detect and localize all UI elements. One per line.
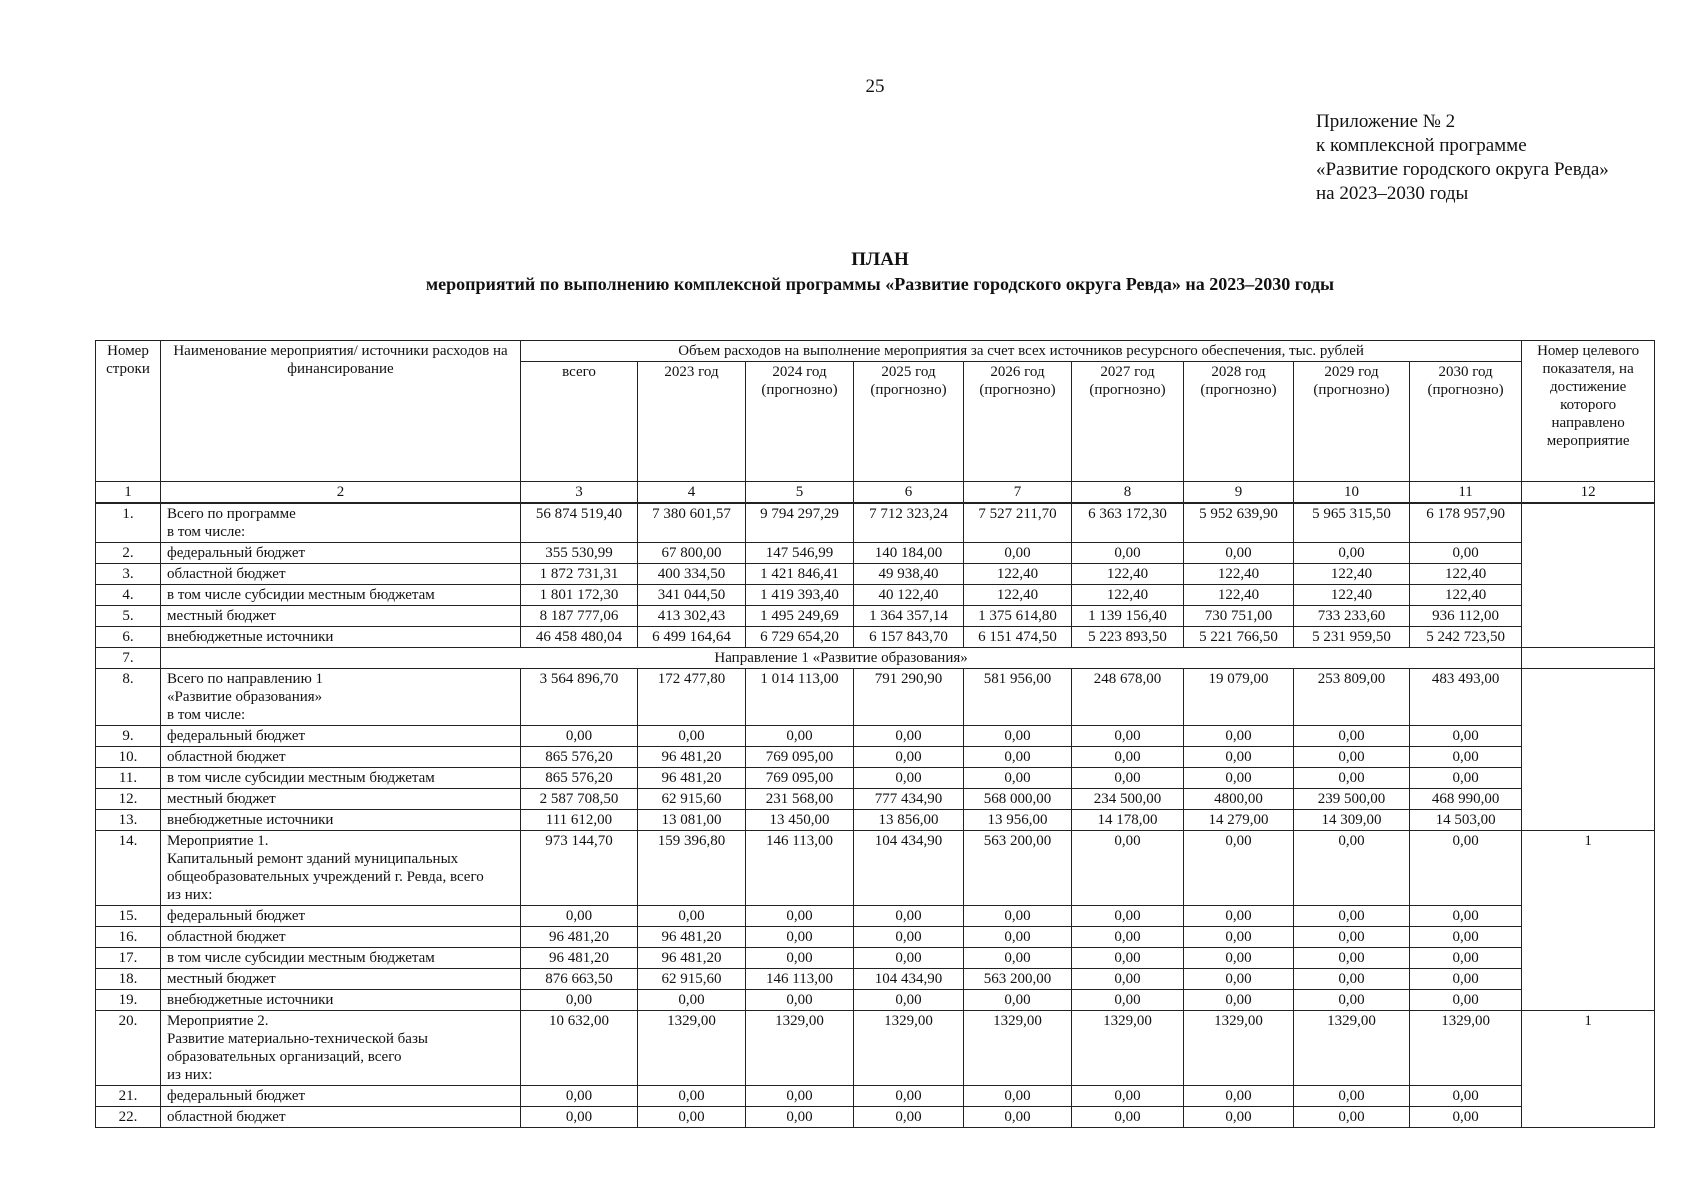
- value-cell: 1 375 614,80: [964, 606, 1072, 627]
- header-year: 2029 год (прогнозно): [1294, 362, 1410, 482]
- column-number: 12: [1522, 482, 1655, 504]
- value-cell: 0,00: [854, 948, 964, 969]
- value-cell: 0,00: [854, 1107, 964, 1128]
- header-year: 2023 год: [638, 362, 746, 482]
- value-cell: 122,40: [1294, 585, 1410, 606]
- value-cell: 0,00: [964, 1107, 1072, 1128]
- value-cell: 0,00: [1294, 990, 1410, 1011]
- value-cell: 0,00: [1072, 990, 1184, 1011]
- row-name-cell: внебюджетные источники: [161, 627, 521, 648]
- value-cell: 865 576,20: [521, 768, 638, 789]
- value-cell: 13 081,00: [638, 810, 746, 831]
- value-cell: 0,00: [964, 906, 1072, 927]
- value-cell: 8 187 777,06: [521, 606, 638, 627]
- value-cell: 0,00: [1294, 969, 1410, 990]
- value-cell: 0,00: [1410, 726, 1522, 747]
- value-cell: 147 546,99: [746, 543, 854, 564]
- value-cell: 0,00: [521, 726, 638, 747]
- value-cell: 140 184,00: [854, 543, 964, 564]
- value-cell: 0,00: [854, 990, 964, 1011]
- column-number: 5: [746, 482, 854, 504]
- value-cell: 0,00: [1072, 906, 1184, 927]
- value-cell: 0,00: [1072, 969, 1184, 990]
- value-cell: 2 587 708,50: [521, 789, 638, 810]
- value-cell: 0,00: [521, 906, 638, 927]
- value-cell: 0,00: [1184, 969, 1294, 990]
- document-title-block: [250, 248, 1510, 296]
- value-cell: 0,00: [1072, 768, 1184, 789]
- value-cell: 0,00: [1072, 1086, 1184, 1107]
- header-year: 2027 год (прогнозно): [1072, 362, 1184, 482]
- row-name-cell: областной бюджет: [161, 564, 521, 585]
- value-cell: 0,00: [1294, 906, 1410, 927]
- value-cell: 413 302,43: [638, 606, 746, 627]
- value-cell: 0,00: [746, 1086, 854, 1107]
- row-number-cell: 16.: [96, 927, 161, 948]
- value-cell: 769 095,00: [746, 768, 854, 789]
- value-cell: 0,00: [964, 543, 1072, 564]
- row-name-cell: Мероприятие 1. Капитальный ремонт зданий муниципальных общеобразовательных учреждений г. Ревда, всего из них:: [161, 831, 521, 906]
- value-cell: 936 112,00: [1410, 606, 1522, 627]
- value-cell: 730 751,00: [1184, 606, 1294, 627]
- value-cell: 0,00: [854, 768, 964, 789]
- row-name-cell: местный бюджет: [161, 969, 521, 990]
- value-cell: 46 458 480,04: [521, 627, 638, 648]
- value-cell: 96 481,20: [638, 927, 746, 948]
- value-cell: 0,00: [1294, 747, 1410, 768]
- row-name-cell: Всего по программе в том числе:: [161, 503, 521, 543]
- value-cell: 67 800,00: [638, 543, 746, 564]
- header-year: 2024 год (прогнозно): [746, 362, 854, 482]
- value-cell: 563 200,00: [964, 969, 1072, 990]
- row-number-cell: 20.: [96, 1011, 161, 1086]
- value-cell: 0,00: [1410, 990, 1522, 1011]
- value-cell: 0,00: [1410, 543, 1522, 564]
- value-cell: 0,00: [1184, 543, 1294, 564]
- value-cell: 865 576,20: [521, 747, 638, 768]
- value-cell: 0,00: [1294, 543, 1410, 564]
- value-cell: 0,00: [746, 948, 854, 969]
- value-cell: 733 233,60: [1294, 606, 1410, 627]
- value-cell: 5 952 639,90: [1184, 503, 1294, 543]
- value-cell: 0,00: [1294, 726, 1410, 747]
- row-name-cell: местный бюджет: [161, 606, 521, 627]
- value-cell: 0,00: [638, 726, 746, 747]
- value-cell: 0,00: [638, 1107, 746, 1128]
- value-cell: 1 872 731,31: [521, 564, 638, 585]
- value-cell: 0,00: [1294, 831, 1410, 906]
- value-cell: 13 450,00: [746, 810, 854, 831]
- row-number-cell: 4.: [96, 585, 161, 606]
- header-year: 2025 год (прогнозно): [854, 362, 964, 482]
- value-cell: 0,00: [1410, 831, 1522, 906]
- table-row: [96, 1086, 1655, 1107]
- value-cell: 122,40: [964, 564, 1072, 585]
- target-cell: 1: [1522, 1011, 1655, 1128]
- value-cell: 122,40: [1410, 585, 1522, 606]
- value-cell: 146 113,00: [746, 831, 854, 906]
- value-cell: 3 564 896,70: [521, 669, 638, 726]
- table-row: [96, 927, 1655, 948]
- table-row: [96, 789, 1655, 810]
- table-row: [96, 906, 1655, 927]
- value-cell: 0,00: [1410, 969, 1522, 990]
- value-cell: 62 915,60: [638, 789, 746, 810]
- value-cell: 122,40: [1294, 564, 1410, 585]
- value-cell: 0,00: [1410, 927, 1522, 948]
- table-row: [96, 648, 1655, 669]
- column-number: 6: [854, 482, 964, 504]
- value-cell: 0,00: [964, 747, 1072, 768]
- row-name-cell: федеральный бюджет: [161, 906, 521, 927]
- value-cell: 234 500,00: [1072, 789, 1184, 810]
- row-number-cell: 2.: [96, 543, 161, 564]
- table-row: [96, 969, 1655, 990]
- value-cell: 0,00: [521, 990, 638, 1011]
- value-cell: 122,40: [1184, 564, 1294, 585]
- value-cell: 355 530,99: [521, 543, 638, 564]
- appendix-line: на 2023–2030 годы: [1316, 183, 1469, 204]
- header-year: 2028 год (прогнозно): [1184, 362, 1294, 482]
- appendix-line: Приложение № 2: [1316, 111, 1456, 132]
- header-year: 2026 год (прогнозно): [964, 362, 1072, 482]
- column-number: 3: [521, 482, 638, 504]
- table-row: [96, 627, 1655, 648]
- value-cell: 1 801 172,30: [521, 585, 638, 606]
- row-name-cell: внебюджетные источники: [161, 810, 521, 831]
- value-cell: 0,00: [746, 726, 854, 747]
- row-name-cell: областной бюджет: [161, 1107, 521, 1128]
- plan-table: [95, 340, 1655, 1128]
- value-cell: 13 956,00: [964, 810, 1072, 831]
- value-cell: 0,00: [1184, 747, 1294, 768]
- value-cell: 0,00: [854, 906, 964, 927]
- value-cell: 9 794 297,29: [746, 503, 854, 543]
- row-number-cell: 17.: [96, 948, 161, 969]
- value-cell: 0,00: [1410, 948, 1522, 969]
- value-cell: 0,00: [964, 768, 1072, 789]
- row-name-cell: областной бюджет: [161, 747, 521, 768]
- value-cell: 0,00: [1294, 768, 1410, 789]
- value-cell: 5 242 723,50: [1410, 627, 1522, 648]
- column-number: 1: [96, 482, 161, 504]
- value-cell: 0,00: [1072, 948, 1184, 969]
- value-cell: 0,00: [746, 990, 854, 1011]
- value-cell: 111 612,00: [521, 810, 638, 831]
- value-cell: 19 079,00: [1184, 669, 1294, 726]
- value-cell: 0,00: [638, 906, 746, 927]
- row-number-cell: 13.: [96, 810, 161, 831]
- value-cell: 0,00: [964, 1086, 1072, 1107]
- value-cell: 159 396,80: [638, 831, 746, 906]
- table-row: [96, 726, 1655, 747]
- row-number-cell: 7.: [96, 648, 161, 669]
- row-name-cell: внебюджетные источники: [161, 990, 521, 1011]
- row-name-cell: областной бюджет: [161, 927, 521, 948]
- value-cell: 581 956,00: [964, 669, 1072, 726]
- value-cell: 0,00: [1072, 927, 1184, 948]
- value-cell: 0,00: [1410, 768, 1522, 789]
- appendix-line: «Развитие городского округа Ревда»: [1316, 159, 1609, 180]
- value-cell: 0,00: [1072, 1107, 1184, 1128]
- value-cell: 40 122,40: [854, 585, 964, 606]
- row-number-cell: 5.: [96, 606, 161, 627]
- table-row: [96, 606, 1655, 627]
- table-header-row: [96, 341, 1655, 362]
- row-name-cell: в том числе субсидии местным бюджетам: [161, 585, 521, 606]
- value-cell: 341 044,50: [638, 585, 746, 606]
- value-cell: 6 157 843,70: [854, 627, 964, 648]
- value-cell: 1329,00: [638, 1011, 746, 1086]
- value-cell: 1 421 846,41: [746, 564, 854, 585]
- row-name-cell: в том числе субсидии местным бюджетам: [161, 948, 521, 969]
- value-cell: 96 481,20: [638, 747, 746, 768]
- row-number-cell: 3.: [96, 564, 161, 585]
- table-row: [96, 669, 1655, 726]
- target-cell: [1522, 503, 1655, 648]
- value-cell: 7 380 601,57: [638, 503, 746, 543]
- value-cell: 96 481,20: [638, 948, 746, 969]
- value-cell: 14 178,00: [1072, 810, 1184, 831]
- value-cell: 5 965 315,50: [1294, 503, 1410, 543]
- appendix-line: к комплексной программе: [1316, 135, 1527, 156]
- value-cell: 0,00: [1294, 1107, 1410, 1128]
- value-cell: 0,00: [1184, 831, 1294, 906]
- appendix-block: [1316, 110, 1609, 206]
- value-cell: 13 856,00: [854, 810, 964, 831]
- value-cell: 6 499 164,64: [638, 627, 746, 648]
- value-cell: 6 178 957,90: [1410, 503, 1522, 543]
- value-cell: 122,40: [1072, 585, 1184, 606]
- table-row: [96, 810, 1655, 831]
- value-cell: 5 231 959,50: [1294, 627, 1410, 648]
- row-number-cell: 12.: [96, 789, 161, 810]
- table-row: [96, 831, 1655, 906]
- header-year: 2030 год (прогнозно): [1410, 362, 1522, 482]
- value-cell: 146 113,00: [746, 969, 854, 990]
- value-cell: 239 500,00: [1294, 789, 1410, 810]
- row-number-cell: 11.: [96, 768, 161, 789]
- row-number-cell: 1.: [96, 503, 161, 543]
- value-cell: 0,00: [1410, 906, 1522, 927]
- value-cell: 0,00: [854, 726, 964, 747]
- table-row: [96, 1011, 1655, 1086]
- row-number-cell: 15.: [96, 906, 161, 927]
- column-number: 2: [161, 482, 521, 504]
- table-row: [96, 543, 1655, 564]
- document-subtitle: мероприятий по выполнению комплексной программы «Развитие городского округа Ревда» на 2023–2030 годы: [425, 274, 1335, 294]
- value-cell: 0,00: [1184, 906, 1294, 927]
- value-cell: 1 364 357,14: [854, 606, 964, 627]
- row-number-cell: 21.: [96, 1086, 161, 1107]
- column-number: 10: [1294, 482, 1410, 504]
- value-cell: 1329,00: [1072, 1011, 1184, 1086]
- value-cell: 10 632,00: [521, 1011, 638, 1086]
- value-cell: 0,00: [1184, 1086, 1294, 1107]
- column-number: 11: [1410, 482, 1522, 504]
- header-year: всего: [521, 362, 638, 482]
- value-cell: 0,00: [638, 1086, 746, 1107]
- value-cell: 0,00: [746, 1107, 854, 1128]
- value-cell: 400 334,50: [638, 564, 746, 585]
- table-row: [96, 990, 1655, 1011]
- value-cell: 0,00: [1072, 831, 1184, 906]
- value-cell: 0,00: [854, 1086, 964, 1107]
- value-cell: 96 481,20: [521, 948, 638, 969]
- value-cell: 122,40: [964, 585, 1072, 606]
- value-cell: 122,40: [1184, 585, 1294, 606]
- value-cell: 5 223 893,50: [1072, 627, 1184, 648]
- table-row: [96, 768, 1655, 789]
- row-name-cell: в том числе субсидии местным бюджетам: [161, 768, 521, 789]
- value-cell: 4800,00: [1184, 789, 1294, 810]
- value-cell: 468 990,00: [1410, 789, 1522, 810]
- value-cell: 973 144,70: [521, 831, 638, 906]
- value-cell: 0,00: [964, 990, 1072, 1011]
- value-cell: 0,00: [1072, 726, 1184, 747]
- value-cell: 0,00: [638, 990, 746, 1011]
- value-cell: 1329,00: [746, 1011, 854, 1086]
- row-name-cell: федеральный бюджет: [161, 1086, 521, 1107]
- value-cell: 0,00: [854, 747, 964, 768]
- value-cell: 122,40: [1410, 564, 1522, 585]
- column-number: 7: [964, 482, 1072, 504]
- value-cell: 253 809,00: [1294, 669, 1410, 726]
- document-title: ПЛАН: [851, 249, 909, 270]
- value-cell: 0,00: [1294, 948, 1410, 969]
- value-cell: 172 477,80: [638, 669, 746, 726]
- value-cell: 6 729 654,20: [746, 627, 854, 648]
- row-number-cell: 14.: [96, 831, 161, 906]
- value-cell: 568 000,00: [964, 789, 1072, 810]
- value-cell: 1329,00: [854, 1011, 964, 1086]
- value-cell: 563 200,00: [964, 831, 1072, 906]
- column-number: 9: [1184, 482, 1294, 504]
- value-cell: 14 309,00: [1294, 810, 1410, 831]
- value-cell: 0,00: [964, 927, 1072, 948]
- value-cell: 769 095,00: [746, 747, 854, 768]
- row-number-cell: 18.: [96, 969, 161, 990]
- row-number-cell: 22.: [96, 1107, 161, 1128]
- value-cell: 1 014 113,00: [746, 669, 854, 726]
- target-cell: [1522, 648, 1655, 669]
- value-cell: 1 495 249,69: [746, 606, 854, 627]
- header-volume: Объем расходов на выполнение мероприятия за счет всех источников ресурсного обеспечения, тыс. рублей: [521, 341, 1522, 362]
- value-cell: 7 527 211,70: [964, 503, 1072, 543]
- target-cell: [1522, 669, 1655, 831]
- value-cell: 6 151 474,50: [964, 627, 1072, 648]
- value-cell: 1 419 393,40: [746, 585, 854, 606]
- value-cell: 104 434,90: [854, 969, 964, 990]
- table-row: [96, 747, 1655, 768]
- value-cell: 62 915,60: [638, 969, 746, 990]
- header-target: Номер целевого показателя, на достижение которого направлено мероприятие: [1522, 341, 1655, 482]
- value-cell: 0,00: [1072, 543, 1184, 564]
- value-cell: 0,00: [1184, 768, 1294, 789]
- value-cell: 483 493,00: [1410, 669, 1522, 726]
- value-cell: 0,00: [521, 1086, 638, 1107]
- value-cell: 0,00: [746, 906, 854, 927]
- value-cell: 0,00: [1294, 927, 1410, 948]
- value-cell: 0,00: [746, 927, 854, 948]
- value-cell: 122,40: [1072, 564, 1184, 585]
- value-cell: 56 874 519,40: [521, 503, 638, 543]
- value-cell: 0,00: [1294, 1086, 1410, 1107]
- value-cell: 104 434,90: [854, 831, 964, 906]
- value-cell: 0,00: [964, 948, 1072, 969]
- value-cell: 0,00: [521, 1107, 638, 1128]
- value-cell: 96 481,20: [638, 768, 746, 789]
- value-cell: 1 139 156,40: [1072, 606, 1184, 627]
- value-cell: 0,00: [1410, 1086, 1522, 1107]
- row-number-cell: 6.: [96, 627, 161, 648]
- value-cell: 1329,00: [964, 1011, 1072, 1086]
- value-cell: 0,00: [1072, 747, 1184, 768]
- value-cell: 791 290,90: [854, 669, 964, 726]
- row-number-cell: 10.: [96, 747, 161, 768]
- table-row: [96, 1107, 1655, 1128]
- table-row: [96, 585, 1655, 606]
- column-numbers-row: [96, 482, 1655, 504]
- row-name-cell: федеральный бюджет: [161, 543, 521, 564]
- row-name-cell: Всего по направлению 1 «Развитие образования» в том числе:: [161, 669, 521, 726]
- value-cell: 0,00: [1184, 948, 1294, 969]
- section-title-cell: Направление 1 «Развитие образования»: [161, 648, 1522, 669]
- value-cell: 96 481,20: [521, 927, 638, 948]
- value-cell: 876 663,50: [521, 969, 638, 990]
- value-cell: 0,00: [1184, 1107, 1294, 1128]
- header-row-number: Номер строки: [96, 341, 161, 482]
- header-name: Наименование мероприятия/ источники расходов на финансирование: [161, 341, 521, 482]
- value-cell: 1329,00: [1294, 1011, 1410, 1086]
- value-cell: 0,00: [964, 726, 1072, 747]
- row-number-cell: 9.: [96, 726, 161, 747]
- value-cell: 0,00: [1184, 990, 1294, 1011]
- target-cell: 1: [1522, 831, 1655, 1011]
- row-name-cell: федеральный бюджет: [161, 726, 521, 747]
- row-number-cell: 19.: [96, 990, 161, 1011]
- value-cell: 49 938,40: [854, 564, 964, 585]
- value-cell: 7 712 323,24: [854, 503, 964, 543]
- value-cell: 0,00: [1410, 1107, 1522, 1128]
- value-cell: 0,00: [1184, 726, 1294, 747]
- table-row: [96, 948, 1655, 969]
- column-number: 4: [638, 482, 746, 504]
- value-cell: 777 434,90: [854, 789, 964, 810]
- table-row: [96, 503, 1655, 543]
- value-cell: 1329,00: [1410, 1011, 1522, 1086]
- table-row: [96, 564, 1655, 585]
- value-cell: 0,00: [1410, 747, 1522, 768]
- column-number: 8: [1072, 482, 1184, 504]
- row-name-cell: Мероприятие 2. Развитие материально-технической базы образовательных организаций, всего из них:: [161, 1011, 521, 1086]
- value-cell: 6 363 172,30: [1072, 503, 1184, 543]
- value-cell: 14 503,00: [1410, 810, 1522, 831]
- value-cell: 0,00: [1184, 927, 1294, 948]
- value-cell: 1329,00: [1184, 1011, 1294, 1086]
- value-cell: 0,00: [854, 927, 964, 948]
- value-cell: 5 221 766,50: [1184, 627, 1294, 648]
- page-number: 25: [865, 76, 885, 97]
- row-name-cell: местный бюджет: [161, 789, 521, 810]
- row-number-cell: 8.: [96, 669, 161, 726]
- value-cell: 231 568,00: [746, 789, 854, 810]
- value-cell: 14 279,00: [1184, 810, 1294, 831]
- value-cell: 248 678,00: [1072, 669, 1184, 726]
